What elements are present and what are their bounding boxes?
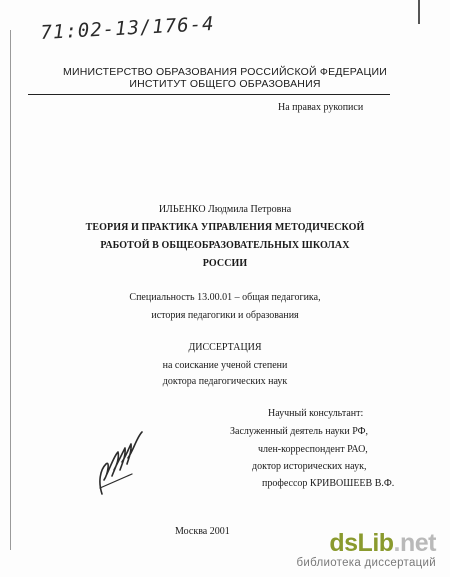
logo-subtitle: библиотека диссертаций [296,557,436,569]
city-year: Москва 2001 [175,526,230,537]
document-type: ДИССЕРТАЦИЯ [188,342,262,353]
handwritten-library-code: 71:02-13/176-4 [40,12,216,44]
logo-tld: net [400,529,436,557]
thesis-title-line: РОССИИ [202,258,248,269]
thesis-title-line: ТЕОРИЯ И ПРАКТИКА УПРАВЛЕНИЯ МЕТОДИЧЕСКОЙ [85,222,365,233]
signature-icon [92,430,148,498]
dslib-logo [296,530,436,556]
header-divider [28,94,390,95]
manuscript-rights-note: На правах рукописи [278,102,364,113]
watermark [296,530,436,569]
author-name: ИЛЬЕНКО Людмила Петровна [158,204,292,215]
advisor-heading: Научный консультант: [268,408,364,419]
institute-name: ИНСТИТУТ ОБЩЕГО ОБРАЗОВАНИЯ [129,78,321,90]
advisor-detail-line: член-корреспондент РАО, [258,444,368,455]
degree-purpose-line: доктора педагогических наук [162,376,288,387]
advisor-name-line: профессор КРИВОШЕЕВ В.Ф. [262,478,395,489]
ministry-name: МИНИСТЕРСТВО ОБРАЗОВАНИЯ РОССИЙСКОЙ ФЕДЕРАЦИИ [63,66,387,78]
advisor-detail-line: Заслуженный деятель науки РФ, [230,426,369,437]
logo-main-text: dsLib [329,529,394,557]
advisor-detail-line: доктор исторических наук, [252,461,367,472]
scan-edge-line [10,30,11,550]
specialty-line: история педагогики и образования [151,310,299,321]
degree-purpose-line: на соискание ученой степени [162,360,288,371]
logo-dot: . [393,529,400,557]
scan-edge-mark [418,0,420,24]
thesis-title-line: РАБОТОЙ В ОБЩЕОБРАЗОВАТЕЛЬНЫХ ШКОЛАХ [100,240,350,251]
specialty-line: Специальность 13.00.01 – общая педагогика, [129,292,321,303]
